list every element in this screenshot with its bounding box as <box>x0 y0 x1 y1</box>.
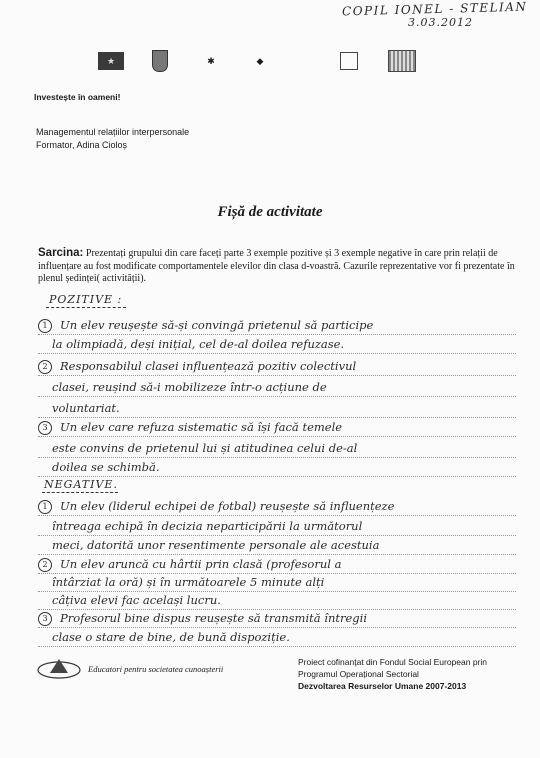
item-number: 3 <box>38 612 52 626</box>
author-date: 3.03.2012 <box>408 16 473 29</box>
answer-line <box>38 439 516 458</box>
positive-line: Un elev reușește să-și convingă prietenul să participe <box>60 318 374 332</box>
answer-line <box>38 591 516 610</box>
positive-label: POZITIVE : <box>49 293 123 306</box>
trainer-name: Formator, Adina Cioloș <box>36 140 128 150</box>
item-number: 3 <box>38 421 52 435</box>
answer-line <box>38 335 516 354</box>
program-logo-icon: ◆ <box>256 55 264 66</box>
positive-line: Responsabilul clasei influențează pozitiv colectivul <box>60 359 357 373</box>
footer-info <box>298 656 487 692</box>
answer-line <box>38 497 516 516</box>
negative-line: clase o stare de bine, de bună dispoziție. <box>52 630 290 644</box>
item-number: 2 <box>38 558 52 572</box>
coat-of-arms-icon <box>152 50 168 72</box>
positive-line: Un elev care refuza sistematic să își facă temele <box>60 420 343 434</box>
answer-line <box>38 536 516 555</box>
eu-flag-icon: ★ <box>98 52 124 70</box>
page-title: Fișă de activitate <box>217 204 323 220</box>
answer-line <box>38 357 516 376</box>
answer-line <box>38 609 516 628</box>
negative-line: Un elev (liderul echipei de fotbal) reușește să influențeze <box>60 499 395 513</box>
educators-logo-icon <box>36 655 82 681</box>
negative-line: Profesorul bine dispus reușește să transmită întregii <box>60 611 367 625</box>
item-number: 2 <box>38 360 52 374</box>
positive-line: voluntariat. <box>52 401 120 415</box>
positive-line: doilea se schimbă. <box>52 460 160 474</box>
footer-line: Proiect cofinanțat din Fondul Social European prin <box>298 657 488 667</box>
positive-line: la olimpiadă, deși inițial, cel de-al doilea refuzase. <box>52 337 345 351</box>
answer-line <box>38 378 516 397</box>
task-label: Sarcina: <box>38 247 84 259</box>
negative-line: întreaga echipă în decizia neparticipării la următorul <box>52 519 363 533</box>
negative-line: meci, datorită unor resentimente personale ale acestuia <box>52 538 380 552</box>
answer-line <box>38 458 516 477</box>
program-title: Managementul relațiilor interpersonale <box>36 127 190 137</box>
item-number: 1 <box>38 319 52 333</box>
positive-underline <box>46 307 126 308</box>
program-info <box>36 126 189 152</box>
answer-line <box>38 555 516 574</box>
answer-line <box>38 316 516 335</box>
answer-line <box>38 418 516 437</box>
ministry-logo-icon: ✱ <box>207 55 215 66</box>
footer-logo-text: Educatori pentru societatea cunoașterii <box>88 664 224 674</box>
answer-line <box>38 628 516 647</box>
answer-line <box>38 517 516 536</box>
negative-line: întârziat la oră) și în următoarele 5 minute alți <box>52 575 325 589</box>
positive-line: este convins de prietenul lui și atitudinea celui de-al <box>52 441 358 455</box>
university-logo-icon <box>388 50 416 72</box>
positive-line: clasei, reușind să-i mobilizeze într-o acțiune de <box>52 380 327 394</box>
task-text: Prezentați grupului din care faceți parte 3 exemple pozitive și 3 exemple negative în care prin relații de influențare au fost modificate comportamentele elevilor din clasa d-voastră. Cazurile reprezentative vor fi prezentate în plenul ședinței( activității). <box>38 248 515 284</box>
negative-underline <box>42 492 118 493</box>
answer-line <box>38 573 516 592</box>
slogan: Investește în oameni! <box>34 92 121 102</box>
negative-line: câțiva elevi fac același lucru. <box>52 593 221 607</box>
answer-line <box>38 399 516 418</box>
negative-line: Un elev aruncă cu hârtii prin clasă (profesorul a <box>60 557 342 571</box>
partner-logo-icon <box>340 52 358 70</box>
task-paragraph <box>38 247 516 286</box>
footer-line: Dezvoltarea Resurselor Umane 2007-2013 <box>298 681 467 691</box>
negative-label: NEGATIVE. <box>44 478 118 491</box>
item-number: 1 <box>38 500 52 514</box>
author-name: COPIL IONEL - STELIAN <box>341 0 528 19</box>
footer-line: Programul Operațional Sectorial <box>298 669 419 679</box>
